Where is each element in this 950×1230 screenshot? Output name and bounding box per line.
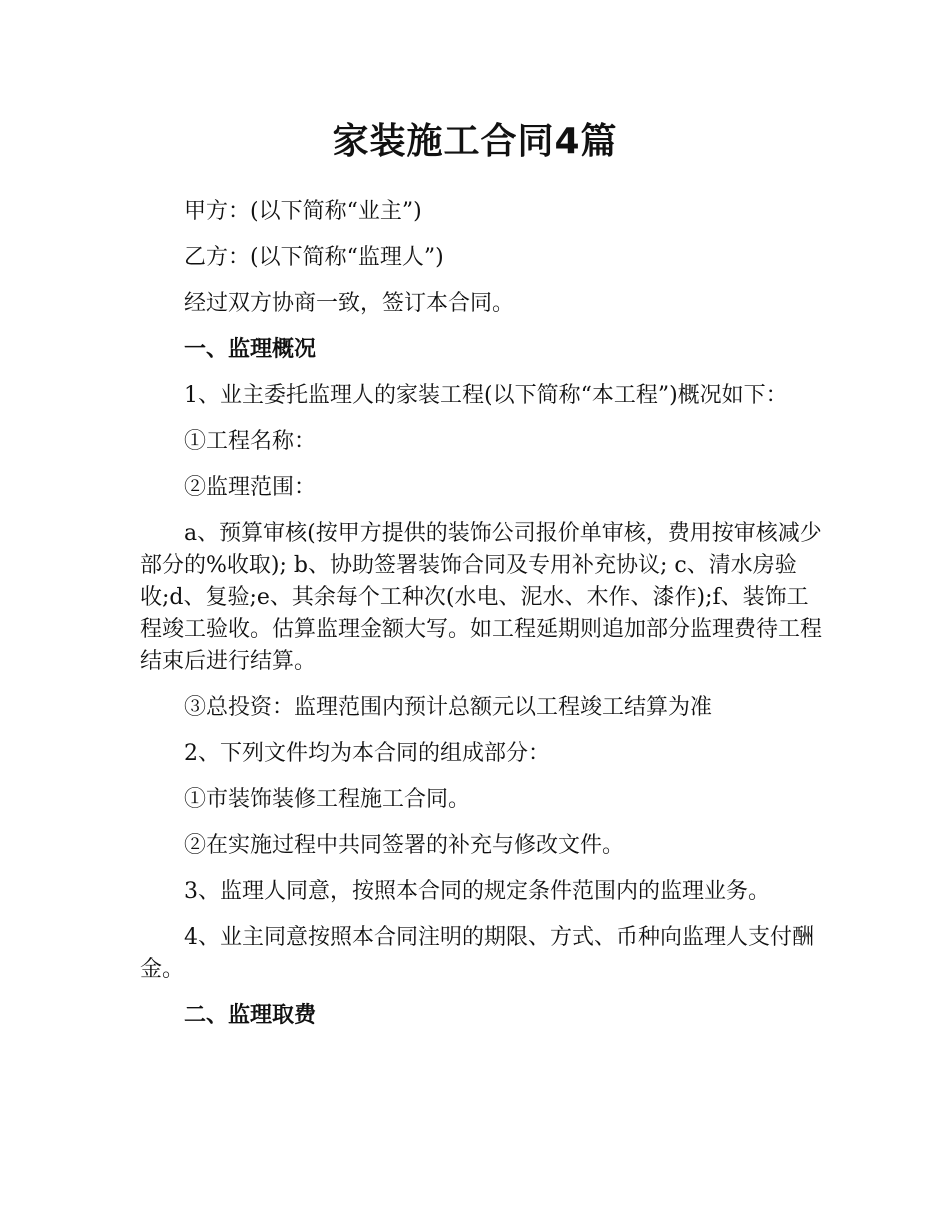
document-body [140,196,830,1046]
clause-1-project-name: ①工程名称： [184,429,317,454]
clause-4: 4、业主同意按照本合同注明的期限、方式、币种向监理人支付酬金。 [140,925,814,982]
section-heading-fees: 二、监理取费 [184,1003,317,1028]
clause-3: 3、监理人同意，按照本合同的规定条件范围内的监理业务。 [184,879,770,904]
document-title: 家装施工合同4篇 [332,121,618,162]
party-b-line: 乙方：(以下简称“监理人”) [184,245,444,270]
clause-2-item-1: ①市装饰装修工程施工合同。 [184,787,471,812]
clause-1-scope-detail: a、预算审核(按甲方提供的装饰公司报价单审核，费用按审核减少部分的%收取); b、协助签署装饰合同及专用补充协议; c、清水房验收;d、复验;e、其余每个工种次(水电、泥水、木作、漆作);f、装饰工程竣工验收。估算监理金额大写。如工程延期则追加部分监理费待工程结束后进行结算。 [140,521,823,674]
section-heading-overview: 一、监理概况 [184,337,317,362]
clause-1-investment: ③总投资：监理范围内预计总额元以工程竣工结算为准 [184,695,713,720]
clause-1: 1、业主委托监理人的家装工程(以下简称“本工程”)概况如下： [184,383,788,408]
agreement-intro: 经过双方协商一致，签订本合同。 [184,291,515,316]
clause-2: 2、下列文件均为本合同的组成部分： [184,741,550,766]
clause-1-scope: ②监理范围： [184,475,317,500]
party-a-line: 甲方：(以下简称“业主”) [184,199,422,224]
clause-2-item-2: ②在实施过程中共同签署的补充与修改文件。 [184,833,625,858]
